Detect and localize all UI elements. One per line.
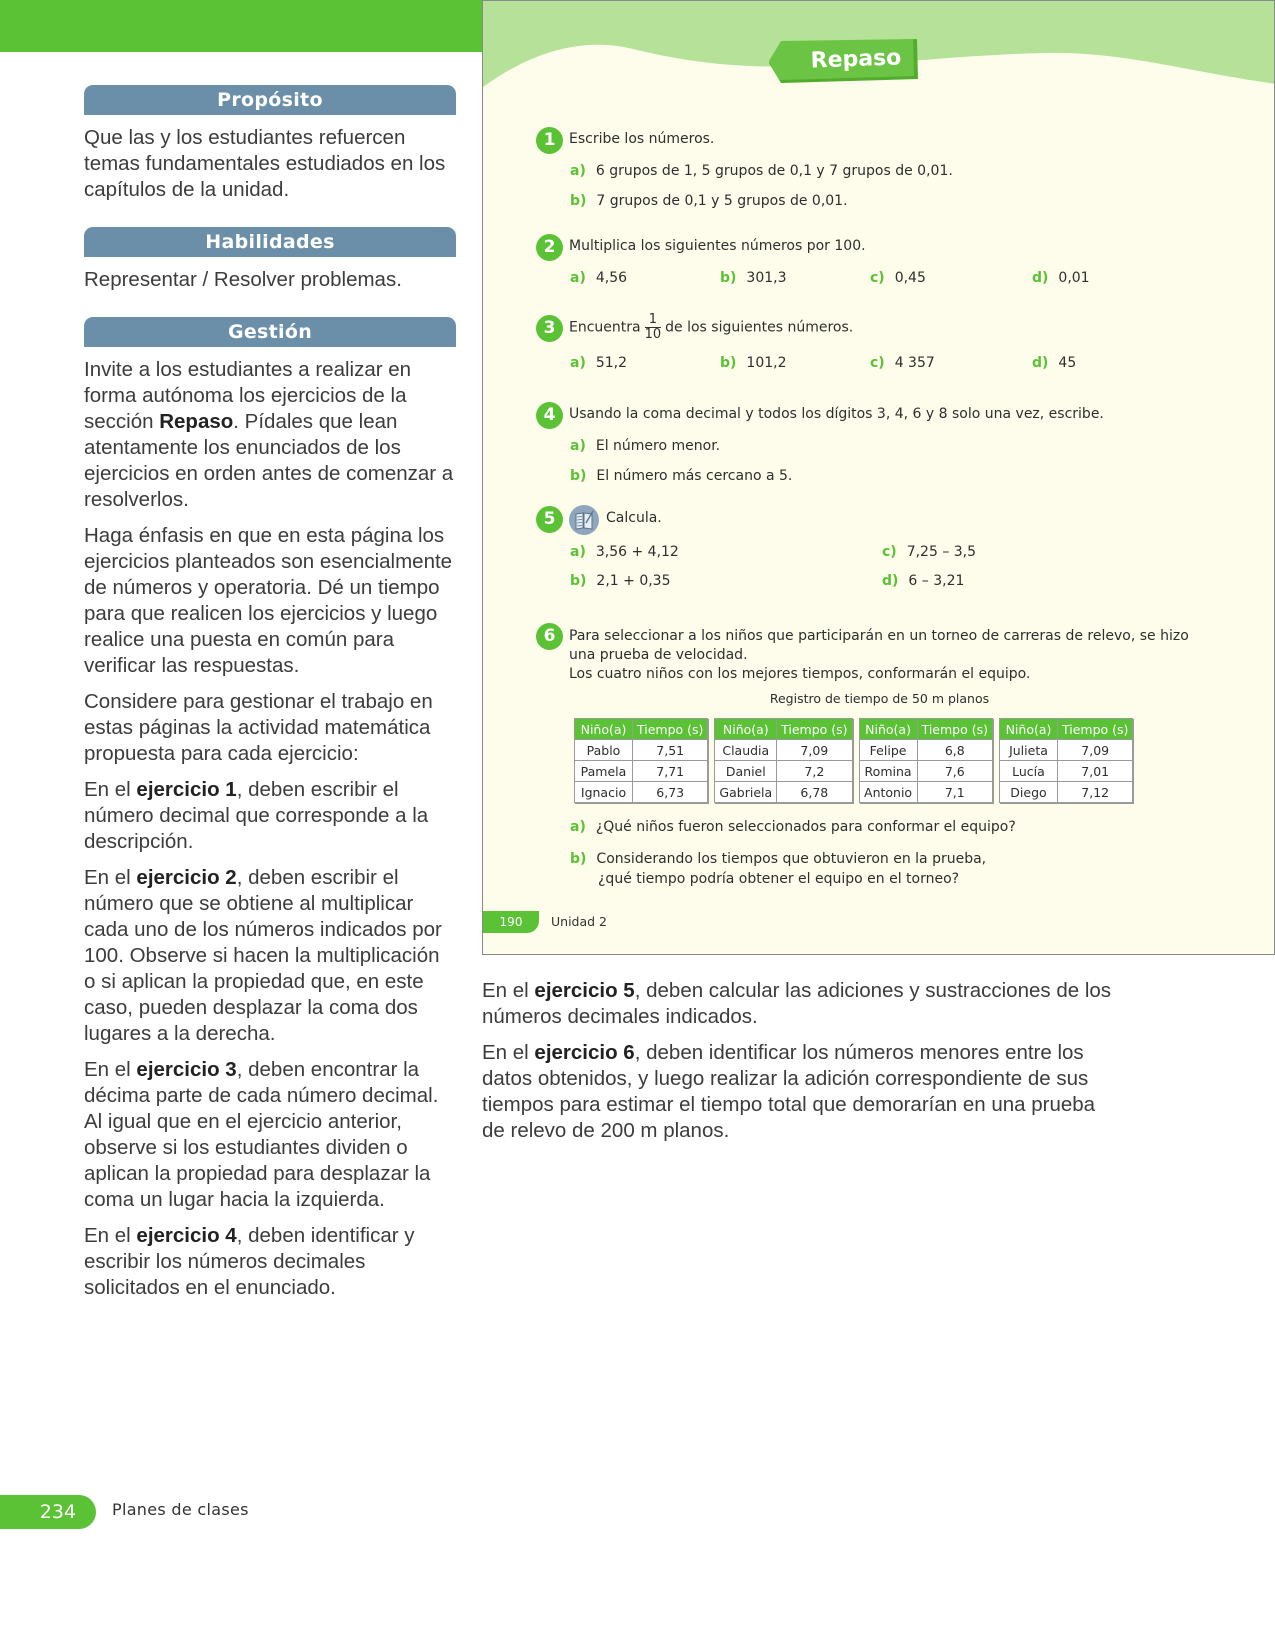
table-row: Felipe 6,8 xyxy=(859,740,992,761)
gestion-paragraph: Haga énfasis en que en esta página los ejercicios planteados son esencialmente de números y operatoria. Dé un tiempo para que realicen los ejercicios y luego realice una puesta en común para verificar las respuestas. xyxy=(84,524,453,677)
table-row: Claudia 7,09 xyxy=(715,740,852,761)
ejercicio-1-note: En el ejercicio 1, deben escribir el número decimal que corresponde a la descripción. xyxy=(84,778,429,853)
table-row: Daniel 7,2 xyxy=(715,761,852,782)
table-row: Gabriela 6,78 xyxy=(715,782,852,803)
exercise-item: b) El número más cercano a 5. xyxy=(570,468,793,484)
ejercicio-5-note: En el ejercicio 5, deben calcular las adiciones y sustracciones de los números decimales indicados. xyxy=(482,979,1112,1028)
exercise-number-badge: 3 xyxy=(536,315,563,342)
teacher-notes-column xyxy=(84,85,456,1301)
times-table: Niño(a) Tiempo (s) Felipe 6,8 Romina 7,6 Antonio 7,1 xyxy=(859,718,993,803)
exercise-item: d) 45 xyxy=(1032,355,1077,371)
exercise-item: c) 0,45 xyxy=(870,270,926,286)
gestion-header: Gestión xyxy=(84,317,456,347)
ejercicio-2-note: En el ejercicio 2, deben escribir el número que se obtiene al multiplicar cada uno de los números indicados por 100. Observe si hacen la multiplicación o si aplican la propiedad que, en este caso, pueden desplazar la coma dos lugares a la derecha. xyxy=(84,866,442,1045)
teacher-notes-continued xyxy=(482,978,1122,1154)
table-row: Antonio 7,1 xyxy=(859,782,992,803)
gestion-paragraph: Considere para gestionar el trabajo en estas páginas la actividad matemática propuesta para cada ejercicio: xyxy=(84,690,433,765)
exercise-title: Para seleccionar a los niños que participarán en un torneo de carreras de relevo, se hizo una prueba de velocidad. Los cuatro niños con los mejores tiempos, conformarán el equipo. xyxy=(569,628,1189,682)
exercise-title: Multiplica los siguientes números por 100. xyxy=(569,238,866,254)
ejercicio-4-note: En el ejercicio 4, deben identificar y escribir los números decimales solicitados en el enunciado. xyxy=(84,1224,415,1299)
table-row: Lucía 7,01 xyxy=(999,761,1132,782)
exercise-item: d) 0,01 xyxy=(1032,270,1090,286)
habilidades-text: Representar / Resolver problemas. xyxy=(84,268,402,291)
exercise-title: Calcula. xyxy=(606,510,662,526)
exercise-item: a) El número menor. xyxy=(570,438,721,454)
table-caption: Registro de tiempo de 50 m planos xyxy=(769,691,990,706)
exercise-item: a) ¿Qué niños fueron seleccionados para conformar el equipo? xyxy=(570,819,1016,835)
exercise-number-badge: 4 xyxy=(536,402,563,429)
top-green-band xyxy=(0,0,484,52)
repaso-title: Repaso xyxy=(810,45,902,74)
exercise-title: Usando la coma decimal y todos los dígitos 3, 4, 6 y 8 solo una vez, escribe. xyxy=(569,406,1104,422)
table-row: Pablo 7,51 xyxy=(575,740,708,761)
fraction: $\frac{1}{10}$ xyxy=(644,312,662,342)
footer-label: Planes de clases xyxy=(112,1500,249,1519)
ejercicio-6-note: En el ejercicio 6, deben identificar los números menores entre los datos obtenidos, y luego realizar la adición correspondiente de sus tiempos para estimar el tiempo total que demorarían en una prueba de relevo de 200 m planos. xyxy=(482,1041,1096,1142)
exercise-item: a) 4,56 xyxy=(570,270,628,286)
exercise-item: c) 7,25 – 3,5 xyxy=(882,544,977,560)
exercise-title: Encuentra $\frac{1}{10}$ de los siguientes números. xyxy=(569,312,854,342)
exercise-item: d) 6 – 3,21 xyxy=(882,573,965,589)
gestion-paragraph: Invite a los estudiantes a realizar en forma autónoma los ejercicios de la sección Repaso. Pídales que lean atentamente los enunciados de los ejercicios en orden antes de comenzar a resolverlos. xyxy=(84,358,454,511)
proposito-body xyxy=(84,125,456,203)
exercise-item: b) 2,1 + 0,35 xyxy=(570,573,671,589)
exercise-item: b) 101,2 xyxy=(720,355,787,371)
habilidades-body xyxy=(84,267,456,293)
exercise-item: a) 6 grupos de 1, 5 grupos de 0,1 y 7 grupos de 0,01. xyxy=(570,163,953,179)
table-row: Romina 7,6 xyxy=(859,761,992,782)
student-book-page xyxy=(482,0,1275,955)
exercise-item: a) 3,56 + 4,12 xyxy=(570,544,679,560)
habilidades-header: Habilidades xyxy=(84,227,456,257)
table-row: Julieta 7,09 xyxy=(999,740,1132,761)
exercise-number-badge: 5 xyxy=(536,506,563,533)
times-tables xyxy=(574,718,1133,803)
exercise-item: b) 301,3 xyxy=(720,270,787,286)
exercise-number-badge: 6 xyxy=(536,623,563,650)
times-table: Niño(a) Tiempo (s) Claudia 7,09 Daniel 7,2 Gabriela 6,78 xyxy=(714,718,852,803)
exercise-title: Escribe los números. xyxy=(569,131,715,147)
exercise-number-badge: 2 xyxy=(536,234,563,261)
times-table: Niño(a) Tiempo (s) Pablo 7,51 Pamela 7,71 Ignacio 6,73 xyxy=(574,718,708,803)
exercise-item: b) Considerando los tiempos que obtuvieron en la prueba, ¿qué tiempo podría obtener el equipo en el torneo? xyxy=(570,851,987,887)
book-page-number: 190 xyxy=(483,911,539,933)
exercise-item: c) 4 357 xyxy=(870,355,935,371)
table-row: Ignacio 6,73 xyxy=(575,782,708,803)
table-row: Pamela 7,71 xyxy=(575,761,708,782)
exercise-number-badge: 1 xyxy=(536,127,563,154)
book-unit-label: Unidad 2 xyxy=(551,914,607,929)
notebook-icon xyxy=(569,505,599,535)
proposito-text: Que las y los estudiantes refuercen temas fundamentales estudiados en los capítulos de la unidad. xyxy=(84,126,446,201)
exercise-item: b) 7 grupos de 0,1 y 5 grupos de 0,01. xyxy=(570,193,848,209)
proposito-header: Propósito xyxy=(84,85,456,115)
page-number: 234 xyxy=(0,1495,96,1529)
exercise-item: a) 51,2 xyxy=(570,355,628,371)
gestion-body xyxy=(84,357,456,1301)
times-table: Niño(a) Tiempo (s) Julieta 7,09 Lucía 7,01 Diego 7,12 xyxy=(999,718,1133,803)
table-row: Diego 7,12 xyxy=(999,782,1132,803)
ejercicio-3-note: En el ejercicio 3, deben encontrar la décima parte de cada número decimal. Al igual que en el ejercicio anterior, observe si los estudiantes dividen o aplican la propiedad para desplazar la coma un lugar hacia la izquierda. xyxy=(84,1058,439,1211)
